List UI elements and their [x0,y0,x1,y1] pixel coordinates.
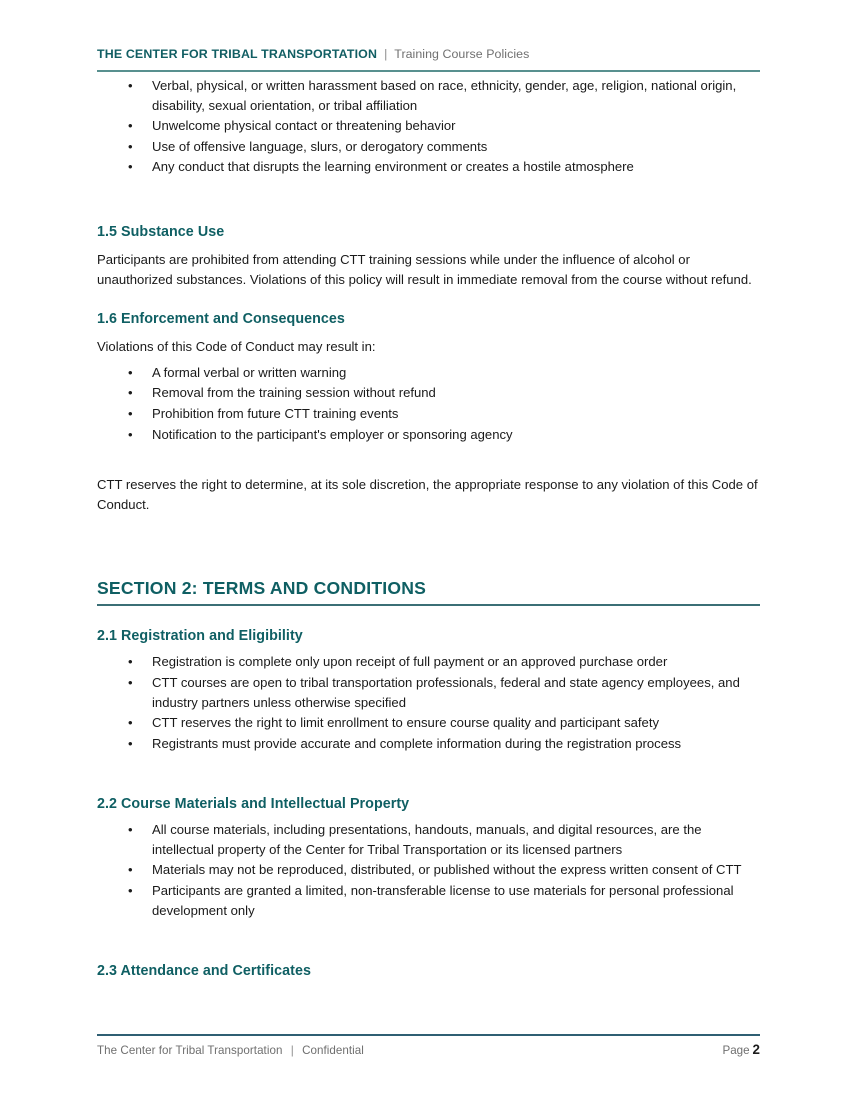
footer-separator: | [290,1044,294,1057]
footer-divider-rule [97,1034,760,1036]
list-item-text: Use of offensive language, slurs, or derogatory comments [152,138,488,154]
bullet-icon: • [128,883,133,899]
list-item [97,363,760,383]
list-item-text: All course materials, including presentations, handouts, manuals, and digital resources, are the intellectual property of the Center for Tribal Transportation or its licensed partners [152,822,702,857]
bullet-icon: • [128,364,133,380]
bullet-icon: • [128,822,133,838]
bullet-icon: • [128,118,133,134]
list-item-text: Removal from the training session without refund [152,385,436,401]
footer-organization: The Center for Tribal Transportation [97,1044,283,1057]
list-item-text: Prohibition from future CTT training events [152,405,399,421]
list-item [97,881,760,920]
document-body [97,76,760,979]
list-item [97,76,760,115]
list-item-text: Any conduct that disrupts the learning environment or creates a hostile atmosphere [152,159,634,175]
prohibited-conduct-list [97,76,760,177]
heading-2-1-registration: 2.1 Registration and Eligibility [97,628,303,645]
heading-1-5-substance-use: 1.5 Substance Use [97,223,225,240]
list-item [97,860,760,880]
list-item-text: Participants are granted a limited, non-transferable license to use materials for personal professional development only [152,883,734,918]
header-organization-title: THE CENTER FOR TRIBAL TRANSPORTATION [97,47,378,61]
bullet-icon: • [128,715,133,731]
list-item [97,734,760,754]
enforcement-consequences-list [97,363,760,444]
list-item-text: Verbal, physical, or written harassment based on race, ethnicity, gender, age, religion, national origin, disability, sexual orientation, or tribal affiliation [152,78,737,113]
page-label: Page [722,1044,750,1057]
bullet-icon: • [128,862,133,878]
list-item-text: Materials may not be reproduced, distributed, or published without the express written consent of CTT [152,862,742,878]
header-document-subtitle: Training Course Policies [394,47,530,61]
list-item [97,383,760,403]
list-item [97,652,760,672]
document-header [97,47,760,71]
list-item-text: CTT courses are open to tribal transportation professionals, federal and state agency employees, and industry partners unless otherwise specified [152,674,740,710]
list-item [97,116,760,136]
bullet-icon: • [128,405,133,421]
heading-section-2: SECTION 2: TERMS AND CONDITIONS [97,578,427,599]
registration-eligibility-list [97,652,760,753]
header-divider-rule [97,70,760,72]
list-item-text: Notification to the participant's employer or sponsoring agency [152,426,513,442]
list-item [97,404,760,424]
list-item-text: Registrants must provide accurate and complete information during the registration process [152,735,682,751]
bullet-icon: • [128,138,133,154]
page-number: 2 [752,1042,760,1057]
footer-page-indicator [722,1042,760,1057]
footer-confidentiality: Confidential [302,1044,364,1057]
bullet-icon: • [128,426,133,442]
bullet-icon: • [128,385,133,401]
header-separator: | [384,47,388,61]
footer-left-text [97,1044,364,1057]
heading-1-6-enforcement: 1.6 Enforcement and Consequences [97,311,345,328]
bullet-icon: • [128,735,133,751]
list-item-text: Unwelcome physical contact or threatening behavior [152,118,456,134]
heading-2-2-course-materials: 2.2 Course Materials and Intellectual Property [97,796,410,813]
heading-2-3-attendance: 2.3 Attendance and Certificates [97,963,311,980]
list-item [97,157,760,177]
list-item [97,673,760,712]
document-footer [97,1042,760,1062]
bullet-icon: • [128,159,133,175]
bullet-icon: • [128,654,133,670]
bullet-icon: • [128,674,133,690]
list-item [97,425,760,445]
list-item-text: CTT reserves the right to limit enrollment to ensure course quality and participant safety [152,715,660,731]
paragraph-1-6-intro: Violations of this Code of Conduct may result in: [97,339,376,355]
list-item-text: A formal verbal or written warning [152,364,347,380]
list-item [97,137,760,157]
list-item-text: Registration is complete only upon receipt of full payment or an approved purchase order [152,654,668,670]
course-materials-list [97,820,760,920]
paragraph-1-5: Participants are prohibited from attending CTT training sessions while under the influence of alcohol or unauthorized substances. Violations of this policy will result in immediate removal from the course without refund. [97,251,752,287]
list-item [97,713,760,733]
bullet-icon: • [128,78,133,93]
list-item [97,820,760,859]
paragraph-1-6-closing: CTT reserves the right to determine, at its sole discretion, the appropriate response to any violation of this Code of Conduct. [97,477,758,512]
